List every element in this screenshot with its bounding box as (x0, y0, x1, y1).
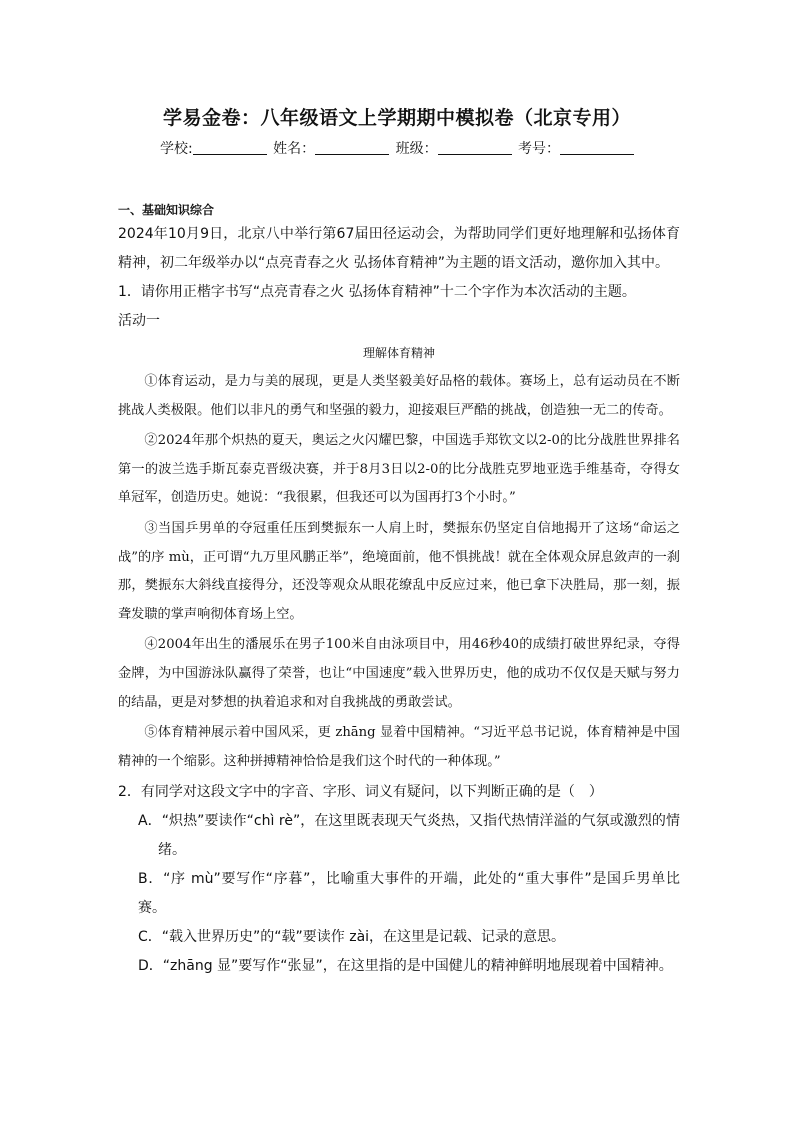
passage-paragraph-4: ④2004年出生的潘展乐在男子100米自由泳项目中，用46秒40的成绩打破世界纪录，夺得金牌，为中国游泳队赢得了荣誉，也让“中国速度”载入世界历史，他的成功不仅仅是天赋与努力的结晶，更是对梦想的执着追求和对自我挑战的勇敢尝试。 (118, 637, 680, 710)
class-blank[interactable] (438, 140, 512, 155)
question-2: 2．有同学对这段文字中的字音、字形、词义有疑问，以下判断正确的是（ ） (118, 784, 603, 801)
passage-paragraph-3: ③当国乒男单的夺冠重任压到樊振东一人肩上时，樊振东仍坚定自信地揭开了这场“命运之战”的序 mù，正可谓“九万里风鹏正举”，绝境面前，他不惧挑战！就在全体观众屏息敛声的一刹那，樊振东大斜线直接得分，还没等观众从眼花缭乱中反应过来，他已拿下决胜局，那一刻，振聋发聩的掌声响彻体育场上空。 (118, 520, 680, 622)
exam-number-label: 考号： (518, 141, 561, 157)
name-blank[interactable] (315, 140, 389, 155)
option-d[interactable]: D．“zhāng 显”要写作“张显”，在这里指的是中国健儿的精神鲜明地展现着中国精神。 (138, 958, 673, 975)
section-heading: 一、基础知识综合 (118, 203, 215, 217)
school-blank[interactable] (193, 140, 267, 155)
option-b[interactable]: B．“序 mù”要写作“序暮”，比喻重大事件的开端，此处的“重大事件”是国乒男单比赛。 (138, 871, 680, 917)
passage-paragraph-1: ①体育运动，是力与美的展现，更是人类坚毅美好品格的载体。赛场上，总有运动员在不断挑战人类极限。他们以非凡的勇气和坚强的毅力，迎接艰巨严酷的挑战，创造独一无二的传奇。 (118, 374, 680, 418)
option-a[interactable]: A．“炽热”要读作“chì rè”，在这里既表现天气炎热，又指代热情洋溢的气氛或激烈的情绪。 (138, 813, 680, 859)
passage-paragraph-2: ②2024年那个炽热的夏天，奥运之火闪耀巴黎，中国选手郑钦文以2-0的比分战胜世界排名第一的波兰选手斯瓦泰克晋级决赛，并于8月3日以2-0的比分战胜克罗地亚选手维基奇，夺得女单冠军，创造历史。她说：“我很累，但我还可以为国再打3个小时。” (118, 433, 680, 506)
school-label: 学校: (159, 141, 193, 157)
name-label: 姓名： (273, 141, 316, 157)
activity-label: 活动一 (118, 313, 160, 329)
intro-paragraph: 2024年10月9日，北京八中举行第67届田径运动会，为帮助同学们更好地理解和弘扬体育精神，初二年级举办以“点亮青春之火 弘扬体育精神”为主题的语文活动，邀你加入其中。 (118, 226, 680, 271)
class-label: 班级： (395, 141, 438, 157)
option-c[interactable]: C．“载入世界历史”的“载”要读作 zài，在这里是记载、记录的意思。 (138, 929, 566, 946)
passage-paragraph-5: ⑤体育精神展示着中国风采，更 zhāng 显着中国精神。“习近平总书记说，体育精神是中国精神的一个缩影。这种拼搏精神恰恰是我们这个时代的一种体现。” (118, 725, 680, 769)
exam-number-blank[interactable] (560, 140, 634, 155)
passage-title: 理解体育精神 (362, 346, 435, 360)
page-title: 学易金卷：八年级语文上学期期中模拟卷（北京专用） (162, 107, 631, 129)
student-info-line (0, 138, 794, 158)
exam-content (118, 200, 680, 981)
passage (118, 368, 680, 776)
question-1: 1．请你用正楷字书写“点亮青春之火 弘扬体育精神”十二个字作为本次活动的主题。 (118, 284, 636, 300)
